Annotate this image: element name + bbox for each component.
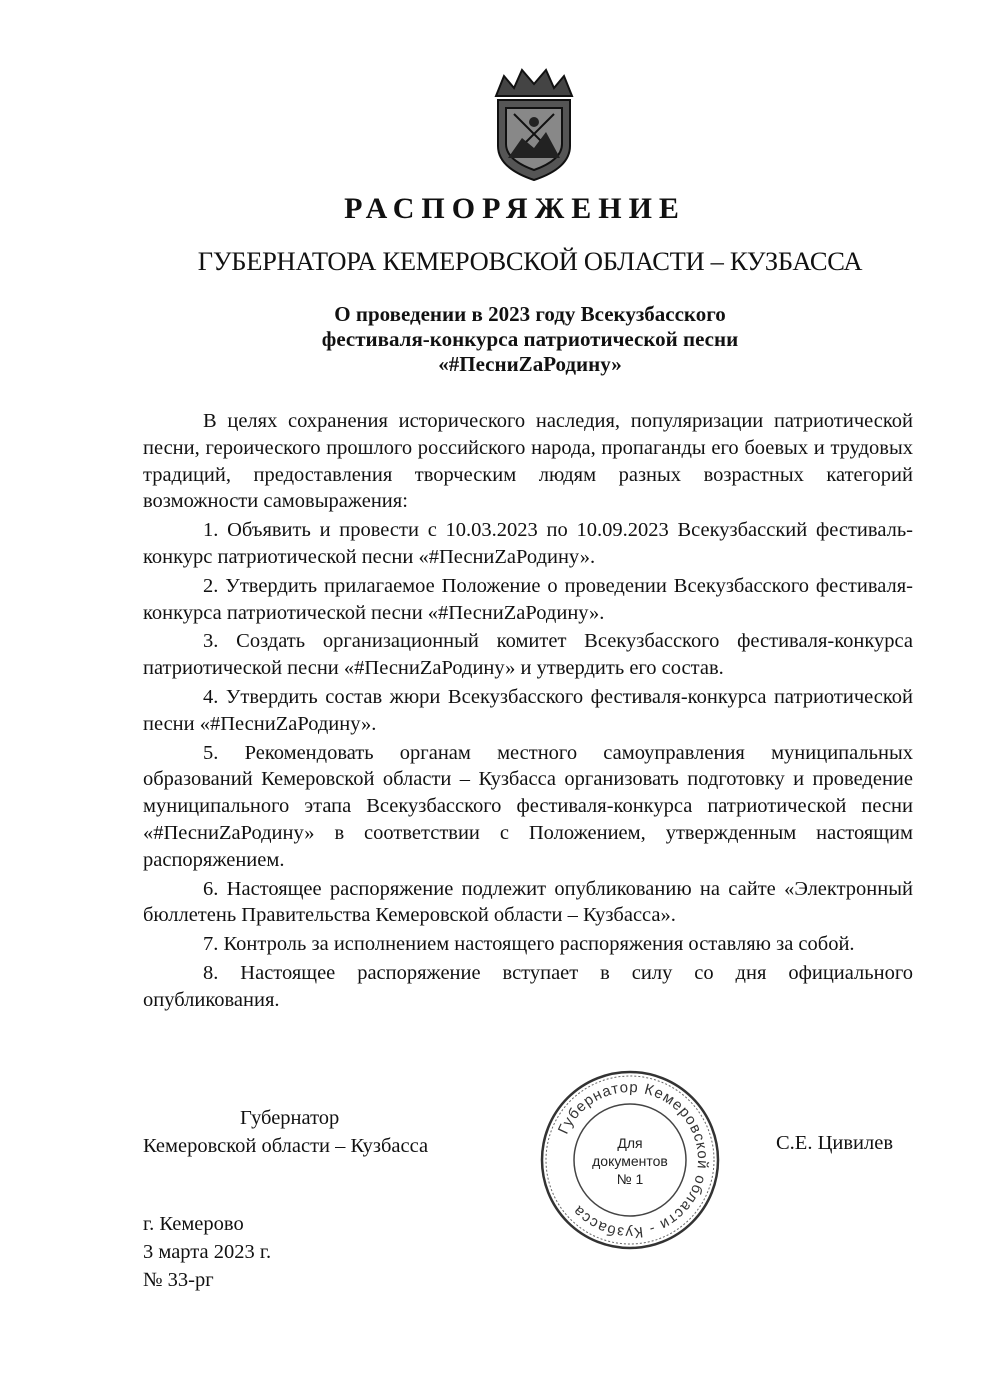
seal-center-text <box>554 1134 706 1188</box>
signatory-title <box>143 1104 428 1160</box>
document-footer <box>143 1210 271 1294</box>
order-item-4: 4. Утвердить состав жюри Всекузбасского фестиваля-конкурса патриотической песни «#ПесниZaРодину». <box>143 685 913 735</box>
document-issuer: ГУБЕРНАТОРА КЕМЕРОВСКОЙ ОБЛАСТИ – КУЗБАССА <box>197 246 863 276</box>
preamble-paragraph: В целях сохранения исторического наследия, популяризации патриотической песни, героического прошлого российского народа, пропаганды его боевых и трудовых традиций, предоставления творческим людям разных возрастных категорий возможности самовыражения: <box>143 410 913 513</box>
subject-line: «#ПесниZaРодину» <box>438 352 622 376</box>
order-item-1: 1. Объявить и провести с 10.03.2023 по 10.09.2023 Всекузбасский фестиваль-конкурс патриотической песни «#ПесниZaРодину». <box>143 519 913 568</box>
seal-center-line: № 1 <box>616 1171 644 1187</box>
order-item-3: 3. Создать организационный комитет Всекузбасского фестиваля-конкурса патриотической песни «#ПесниZaРодину» и утвердить его состав. <box>143 630 913 680</box>
subject-line: фестиваля-конкурса патриотической песни <box>321 327 739 351</box>
signatory-title-line: Кемеровской области – Кузбасса <box>143 1135 429 1157</box>
seal-center-line: документов <box>592 1153 668 1169</box>
svg-text:Губернатор Кемеровской области: Губернатор Кемеровской области - Кузбасса <box>554 1078 712 1242</box>
document-body <box>143 408 913 1014</box>
signatory-name: С.Е. Цивилев <box>776 1132 894 1154</box>
issue-place: г. Кемерово <box>143 1213 244 1235</box>
order-item-2: 2. Утвердить прилагаемое Положение о проведении Всекузбасского фестиваля-конкурса патриотической песни «#ПесниZaРодину». <box>143 574 913 624</box>
document-subject <box>230 302 830 377</box>
signatory-title-line: Губернатор <box>240 1107 340 1129</box>
document-number: № 33-рг <box>143 1269 214 1291</box>
document-type: РАСПОРЯЖЕНИЕ <box>344 192 686 225</box>
order-item-8: 8. Настоящее распоряжение вступает в силу со дня официального опубликования. <box>143 961 913 1011</box>
order-item-7: 7. Контроль за исполнением настоящего распоряжения оставляю за собой. <box>203 933 855 956</box>
issue-date: 3 марта 2023 г. <box>143 1241 272 1263</box>
order-item-5: 5. Рекомендовать органам местного самоуправления муниципальных образований Кемеровской области – Кузбасса организовать подготовку и проведение муниципального этапа Всекузбасского фестиваля-конкурса патриотической песни «#ПесниZaРодину» в соответствии с Положением, утвержденным настоящим распоряжением. <box>143 741 913 871</box>
coat-of-arms-icon <box>486 62 582 186</box>
seal-center-line: Для <box>617 1135 643 1151</box>
order-item-6: 6. Настоящее распоряжение подлежит опубликованию на сайте «Электронный бюллетень Правительства Кемеровской области – Кузбасса». <box>143 877 913 927</box>
subject-line: О проведении в 2023 году Всекузбасского <box>334 302 726 326</box>
